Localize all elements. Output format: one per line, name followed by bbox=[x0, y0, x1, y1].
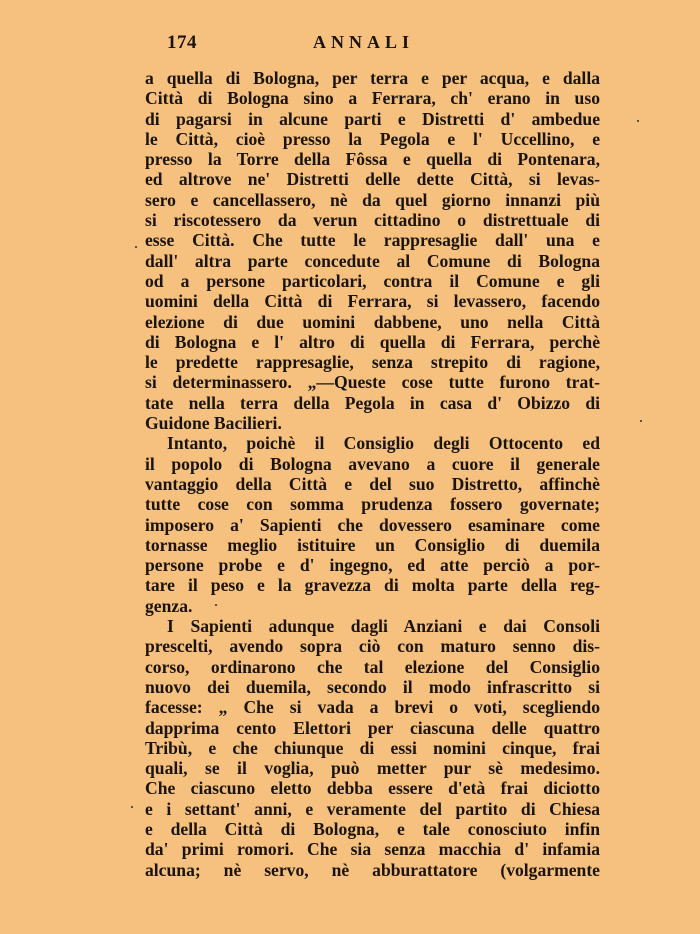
text-line: facesse: „ Che si vada a brevi o voti, scegliendo bbox=[145, 697, 600, 718]
text-line: nuovo dei duemila, secondo il modo infrascritto si bbox=[145, 676, 600, 697]
text-line: da' primi romori. Che sia senza macchia d' infamia bbox=[145, 839, 600, 860]
text-line: di pagarsi in alcune parti e Distretti d' ambedue bbox=[145, 108, 600, 129]
text-line: e della Città di Bologna, e tale conosciuto infin bbox=[145, 818, 600, 839]
text-line: dapprima cento Elettori per ciascuna delle quattro bbox=[145, 717, 600, 738]
page-number: 174 bbox=[167, 32, 197, 53]
text-line: si riscotessero da verun cittadino o distrettuale di bbox=[145, 210, 600, 231]
text-line: tornasse meglio istituire un Consiglio di duemila bbox=[145, 534, 600, 555]
text-line: a quella di Bologna, per terra e per acqua, e dalla bbox=[145, 68, 600, 88]
paragraph-last-line: Guidone Bacilieri. bbox=[145, 413, 282, 434]
ink-speck bbox=[215, 604, 217, 606]
page-header bbox=[0, 30, 700, 60]
paragraph-first-line: Intanto, poichè il Consiglio degli Ottocento ed bbox=[167, 433, 600, 454]
text-line: vantaggio della Città e del suo Distretto, affinchè bbox=[145, 473, 600, 494]
body-text bbox=[145, 68, 600, 880]
text-line: presso la Torre della Fôssa e quella di Pontenara, bbox=[145, 149, 600, 170]
text-line: le predette rappresaglie, senza strepito di ragione, bbox=[145, 352, 600, 373]
text-line: imposero a' Sapienti che dovessero esaminare come bbox=[145, 514, 600, 535]
text-line: uomini della Città di Ferrara, si levassero, facendo bbox=[145, 291, 600, 312]
ink-speck bbox=[135, 246, 137, 248]
ink-speck bbox=[640, 420, 642, 422]
text-line: Città di Bologna sino a Ferrara, ch' erano in uso bbox=[145, 88, 600, 109]
text-line: il popolo di Bologna avevano a cuore il generale bbox=[145, 453, 600, 474]
text-line: Tribù, e che chiunque di essi nomini cinque, frai bbox=[145, 737, 600, 758]
ink-speck bbox=[131, 806, 133, 808]
ink-speck bbox=[637, 120, 639, 122]
text-line: Che ciascuno eletto debba essere d'età frai diciotto bbox=[145, 778, 600, 799]
text-line: corso, ordinarono che tal elezione del Consiglio bbox=[145, 656, 600, 677]
text-line: tutte cose con somma prudenza fossero governate; bbox=[145, 494, 600, 515]
text-line: di Bologna e l' altro di quella di Ferrara, perchè bbox=[145, 331, 600, 352]
paragraph-last-line: genza. bbox=[145, 595, 193, 616]
text-line: le Città, cioè presso la Pegola e l' Uccellino, e bbox=[145, 128, 600, 149]
text-line: e i settant' anni, e veramente del partito di Chiesa bbox=[145, 798, 600, 819]
paragraph-first-line: I Sapienti adunque dagli Anziani e dai Consoli bbox=[167, 616, 600, 637]
text-line: dall' altra parte concedute al Comune di Bologna bbox=[145, 250, 600, 271]
text-line: elezione di due uomini dabbene, uno nella Città bbox=[145, 311, 600, 332]
text-line: tare il peso e la gravezza di molta parte della reg- bbox=[145, 575, 600, 596]
text-line: prescelti, avendo sopra ciò con maturo senno dis- bbox=[145, 636, 600, 657]
text-line: persone probe e d' ingegno, ed atte perciò a por- bbox=[145, 555, 600, 576]
text-line: esse Città. Che tutte le rappresaglie dall' una e bbox=[145, 230, 600, 251]
text-line: ed altrove ne' Distretti delle dette Città, si levas- bbox=[145, 169, 600, 190]
text-line: tate nella terra della Pegola in casa d' Obizzo di bbox=[145, 392, 600, 413]
running-title: ANNALI bbox=[313, 32, 415, 52]
text-line: si determinassero. „—Queste cose tutte furono trat- bbox=[145, 372, 600, 393]
text-line: alcuna; nè servo, nè abburattatore (volgarmente bbox=[145, 859, 600, 880]
text-line: sero e cancellassero, nè da quel giorno innanzi più bbox=[145, 189, 600, 210]
text-line: od a persone particolari, contra il Comune e gli bbox=[145, 270, 600, 291]
text-line: quali, se il voglia, può metter pur sè medesimo. bbox=[145, 758, 600, 779]
